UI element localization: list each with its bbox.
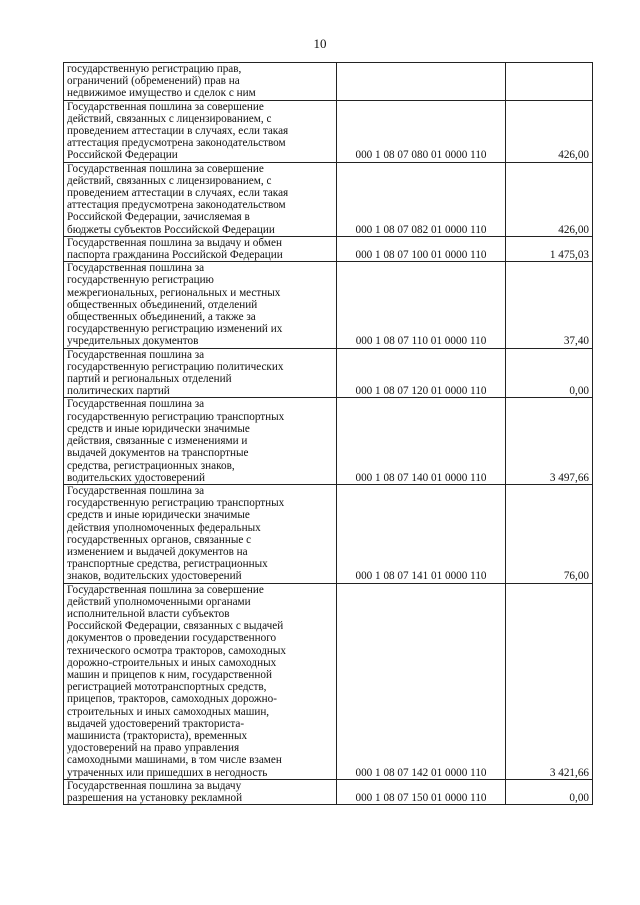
table-row	[64, 63, 593, 101]
row-description: Государственная пошлина за государственную регистрацию межрегиональных, региональных и местных общественных объединений, отделений общественных объединений, а также за государственную регистрацию изменений их учредительных документов	[64, 262, 337, 348]
row-budget-code: 000 1 08 07 080 01 0000 110	[337, 100, 506, 162]
row-budget-code: 000 1 08 07 141 01 0000 110	[337, 484, 506, 583]
row-description: Государственная пошлина за государственную регистрацию транспортных средств и иные юридически значимые действия уполномоченных федеральных государственных органов, связанные с изменением и выдачей документов на транспортные средства, регистрационных знаков, водительских удостоверений	[64, 484, 337, 583]
table-row	[64, 398, 593, 484]
row-amount: 426,00	[506, 162, 593, 236]
row-budget-code	[337, 63, 506, 101]
row-description: Государственная пошлина за совершение действий, связанных с лицензированием, с проведением аттестации в случаях, если такая аттестация предусмотрена законодательством Российской Федерации, зачисляемая в бюджеты субъектов Российской Федерации	[64, 162, 337, 236]
row-description: Государственная пошлина за выдачу и обмен паспорта гражданина Российской Федерации	[64, 236, 337, 261]
table-row	[64, 779, 593, 804]
row-description: Государственная пошлина за совершение действий, связанных с лицензированием, с проведением аттестации в случаях, если такая аттестация предусмотрена законодательством Российской Федерации	[64, 100, 337, 162]
row-amount: 426,00	[506, 100, 593, 162]
table-row	[64, 236, 593, 261]
row-amount: 0,00	[506, 779, 593, 804]
row-description: государственную регистрацию прав, ограничений (обременений) прав на недвижимое имущество и сделок с ним	[64, 63, 337, 101]
page-number: 10	[313, 36, 327, 51]
row-description: Государственная пошлина за выдачу разрешения на установку рекламной	[64, 779, 337, 804]
row-amount: 1 475,03	[506, 236, 593, 261]
table-row	[64, 348, 593, 398]
row-budget-code: 000 1 08 07 142 01 0000 110	[337, 583, 506, 779]
row-budget-code: 000 1 08 07 140 01 0000 110	[337, 398, 506, 484]
row-amount	[506, 63, 593, 101]
table-row	[64, 262, 593, 348]
row-budget-code: 000 1 08 07 150 01 0000 110	[337, 779, 506, 804]
row-budget-code: 000 1 08 07 100 01 0000 110	[337, 236, 506, 261]
row-description: Государственная пошлина за государственную регистрацию политических партий и региональных отделений политических партий	[64, 348, 337, 398]
row-amount: 76,00	[506, 484, 593, 583]
row-budget-code: 000 1 08 07 110 01 0000 110	[337, 262, 506, 348]
row-budget-code: 000 1 08 07 082 01 0000 110	[337, 162, 506, 236]
row-amount: 3 497,66	[506, 398, 593, 484]
row-description: Государственная пошлина за совершение действий уполномоченными органами исполнительной власти субъектов Российской Федерации, связанных с выдачей документов о проведении государственного технического осмотра тракторов, самоходных дорожно-строительных и иных самоходных машин и прицепов к ним, государственной регистрацией мототранспортных средств, прицепов, тракторов, самоходных дорожно- строительных и иных самоходных машин, выдачей удостоверений тракториста- машиниста (тракториста), временных удостоверений на право управления самоходными машинами, в том числе взамен утраченных или пришедших в негодность	[64, 583, 337, 779]
row-amount: 3 421,66	[506, 583, 593, 779]
row-amount: 0,00	[506, 348, 593, 398]
row-description: Государственная пошлина за государственную регистрацию транспортных средств и иные юридически значимые действия, связанные с изменениями и выдачей документов на транспортные средства, регистрационных знаков, водительских удостоверений	[64, 398, 337, 484]
row-amount: 37,40	[506, 262, 593, 348]
table-row	[64, 100, 593, 162]
table-row	[64, 484, 593, 583]
table-row	[64, 162, 593, 236]
table-row	[64, 583, 593, 779]
row-budget-code: 000 1 08 07 120 01 0000 110	[337, 348, 506, 398]
revenue-table	[63, 62, 593, 805]
